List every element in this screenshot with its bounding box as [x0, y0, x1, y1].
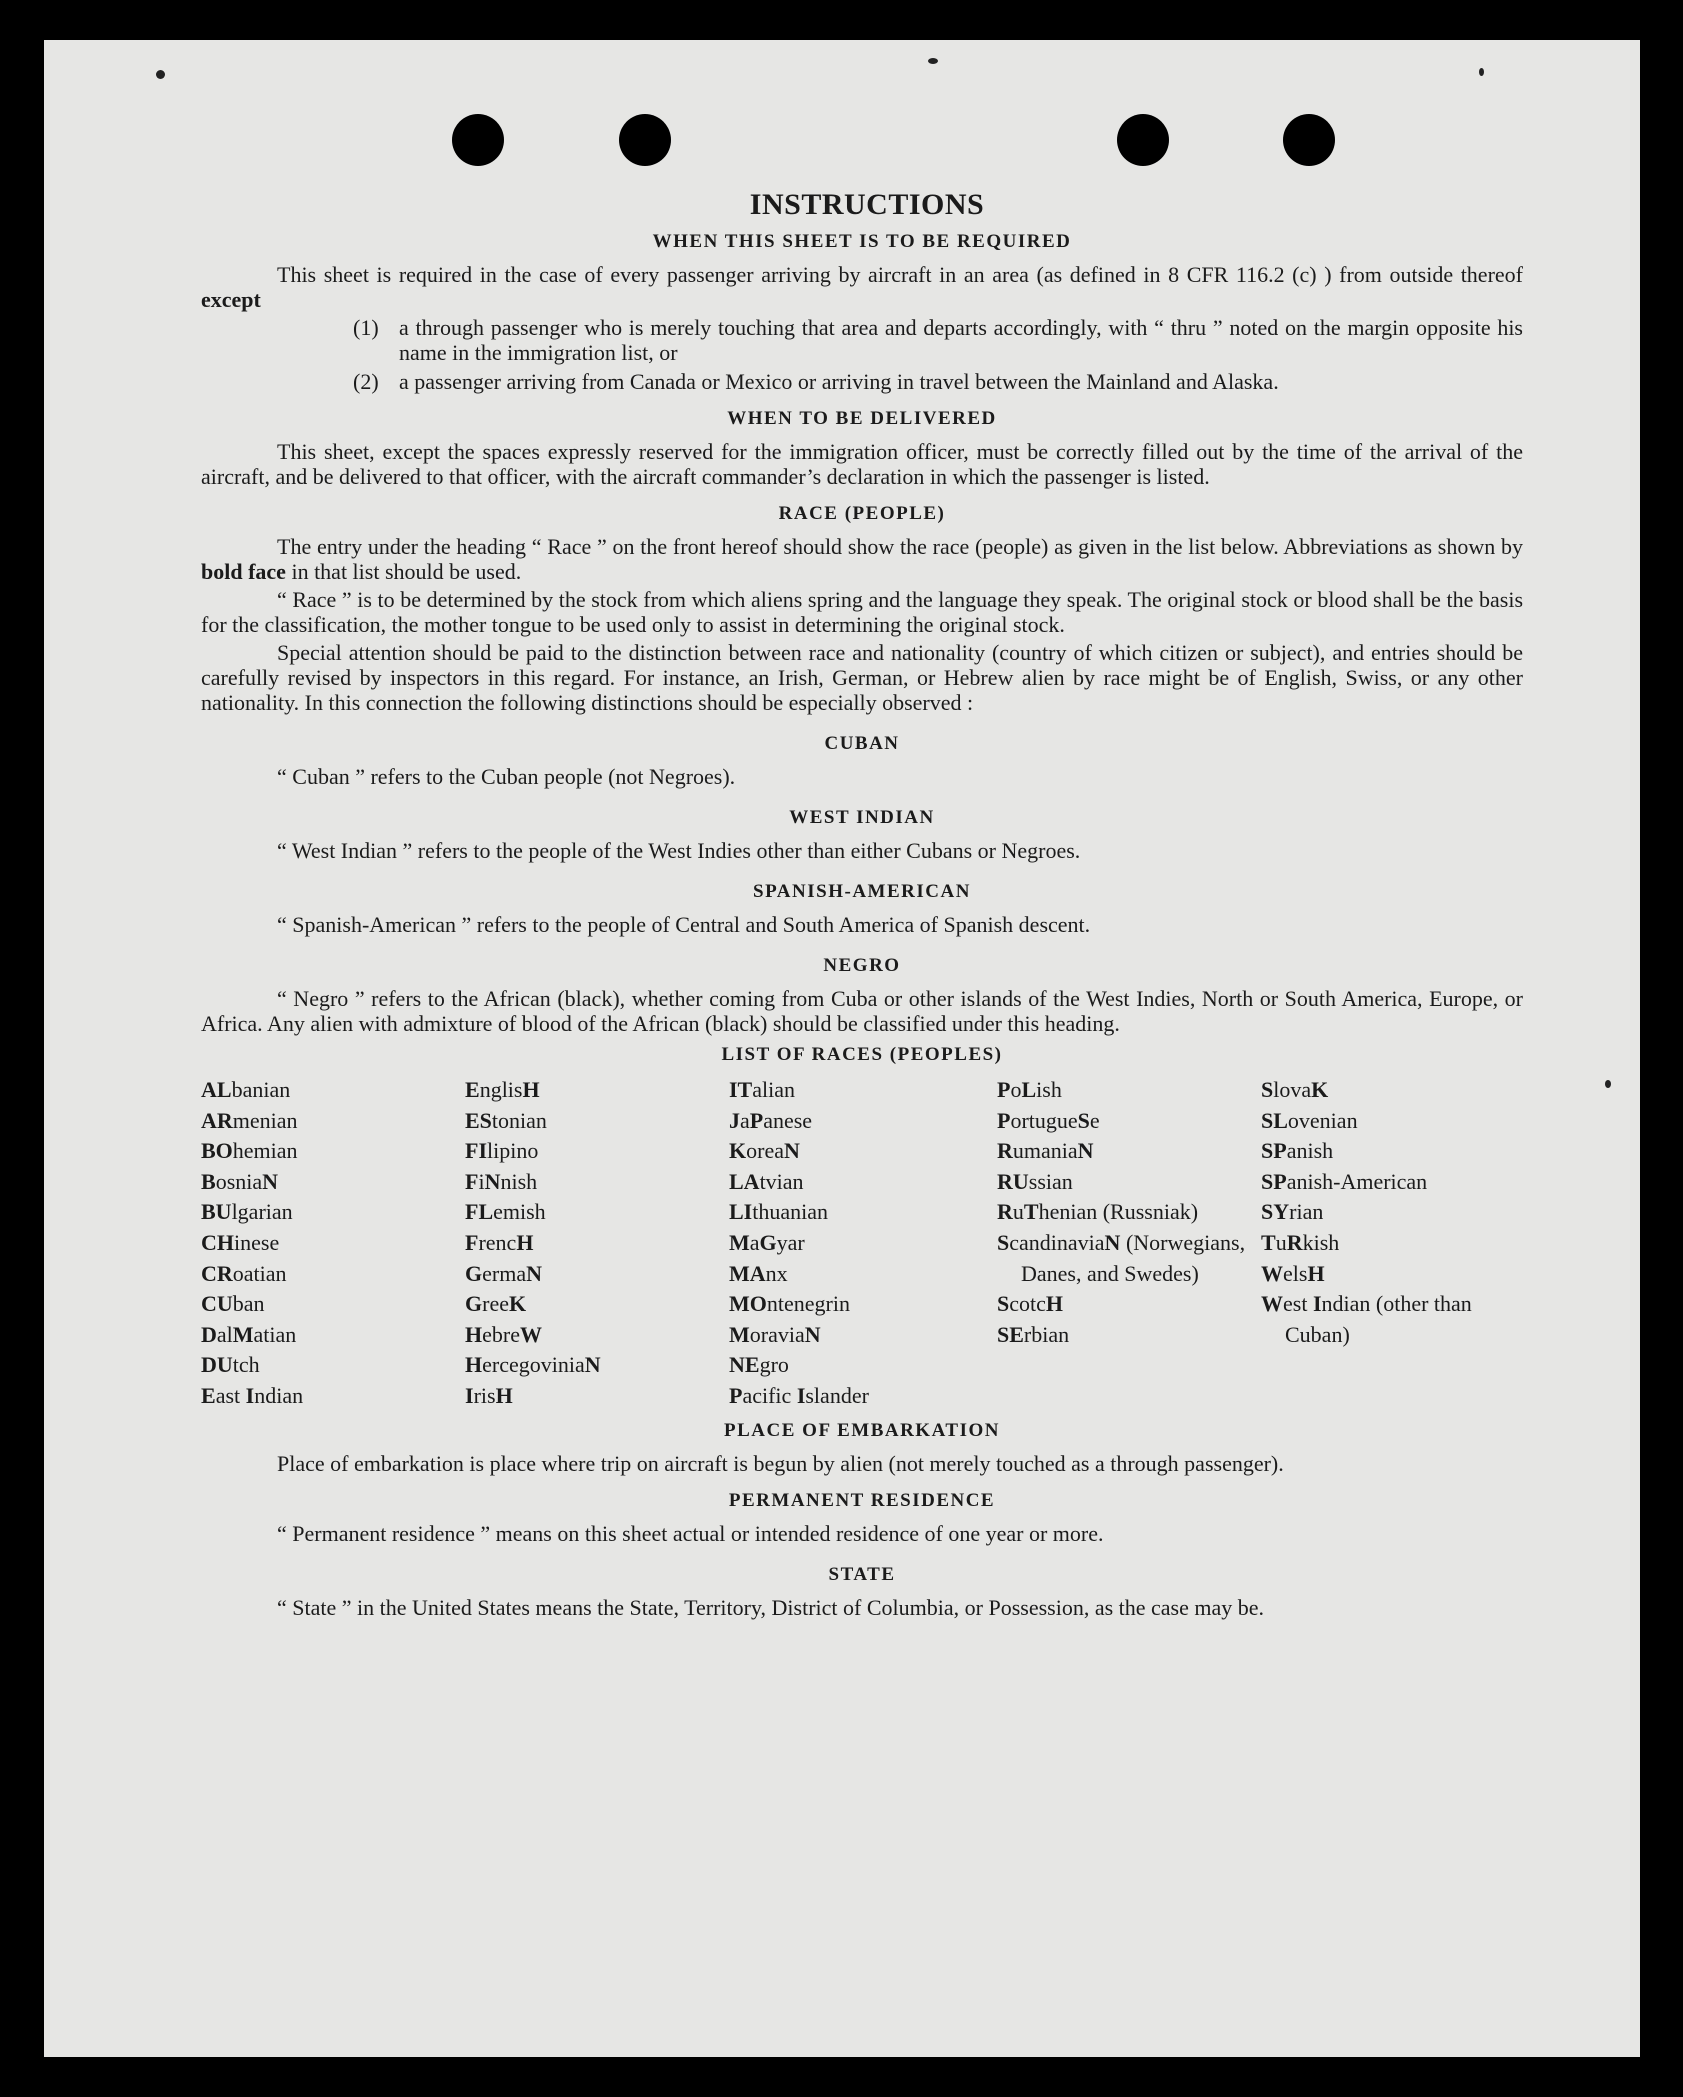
race-entry	[465, 1228, 729, 1259]
race-entry	[1261, 1289, 1523, 1350]
race-entry	[997, 1167, 1261, 1198]
race-abbrev-letters: FL	[465, 1199, 494, 1225]
race-abbrev-letters: SP	[1261, 1168, 1287, 1194]
race-name-part: u	[1012, 1199, 1024, 1225]
race-entry	[997, 1136, 1261, 1167]
race-name-part: al	[216, 1321, 233, 1347]
race-paragraph-1	[201, 534, 1523, 584]
scan-speck	[156, 70, 165, 79]
race-name-part: nx	[765, 1260, 788, 1286]
race-name-part: emish	[493, 1199, 546, 1225]
race-name-part: (Norwegians, Danes, and Swedes)	[1021, 1229, 1246, 1286]
race-name-part: lgarian	[231, 1199, 293, 1225]
race-name-part: erma	[482, 1260, 527, 1286]
race-entry	[465, 1381, 729, 1412]
race-entry	[1261, 1106, 1523, 1137]
race-entry	[729, 1075, 997, 1106]
item-number: (2)	[353, 369, 379, 394]
race-entry	[201, 1136, 465, 1167]
race-name-part: rian	[1289, 1199, 1324, 1225]
race-abbrev-letters: P	[749, 1107, 764, 1133]
race-abbrev-letters: R	[997, 1138, 1013, 1164]
race-abbrev-letters: I	[1312, 1291, 1322, 1317]
race-name-part: ndian	[254, 1382, 304, 1408]
race-abbrev-letters: I	[796, 1382, 806, 1408]
race-name-part: tvian	[759, 1168, 804, 1194]
race-abbrev-letters: M	[729, 1229, 750, 1255]
required-intro-text: This sheet is required in the case of every passenger arriving by aircraft in an area (as defined in 8 CFR 116.2 (c) ) from outside thereof	[277, 262, 1523, 287]
race-name-part: orea	[746, 1138, 784, 1164]
race-name-part: henian (Russniak)	[1038, 1199, 1199, 1225]
spanish-american-text: “ Spanish-American ” refers to the people of Central and South America of Spanish descent.	[277, 912, 1091, 937]
race-name-part: ntenegrin	[766, 1291, 850, 1317]
embarkation-text: Place of embarkation is place where trip on aircraft is begun by alien (not merely touched as a through passenger).	[277, 1450, 1284, 1476]
race-abbrev-letters: IT	[729, 1077, 753, 1102]
race-abbrev-letters: N	[1104, 1229, 1121, 1255]
race-name-part: thuanian	[752, 1199, 829, 1225]
instructions-text	[201, 188, 1523, 1623]
race-entry	[201, 1106, 465, 1137]
race-name-part: renc	[478, 1229, 517, 1255]
scan-speck	[928, 58, 938, 64]
race-name-part: candinavia	[1009, 1229, 1105, 1255]
race-entry	[1261, 1259, 1523, 1290]
scan-speck	[1479, 68, 1484, 76]
race-abbrev-letters: N	[1077, 1138, 1094, 1164]
race-entry	[729, 1136, 997, 1167]
race-abbrev-letters: J	[729, 1107, 740, 1133]
race-abbrev-letters: SY	[1261, 1199, 1290, 1225]
race-entry	[201, 1197, 465, 1228]
section-heading-residence: PERMANENT RESIDENCE	[728, 1489, 996, 1511]
race-entry	[201, 1289, 465, 1320]
race-entry	[997, 1106, 1261, 1137]
race-name-part: lipino	[487, 1138, 539, 1164]
race-abbrev-letters: T	[1023, 1199, 1039, 1225]
race-abbrev-letters: E	[465, 1077, 480, 1102]
race-name-part: ris	[473, 1382, 496, 1408]
race-name-part: ish	[1036, 1077, 1062, 1102]
race-abbrev-letters: M	[729, 1321, 750, 1347]
race-entry	[201, 1228, 465, 1259]
race-entry	[729, 1197, 997, 1228]
race-abbrev-letters: H	[465, 1321, 483, 1347]
race-abbrev-letters: F	[465, 1168, 479, 1194]
race-entry	[997, 1197, 1261, 1228]
race-name-part: alian	[752, 1077, 796, 1102]
race-abbrev-letters: H	[465, 1352, 483, 1378]
race-abbrev-letters: G	[465, 1260, 483, 1286]
race-name-part: acific	[742, 1382, 797, 1408]
race-entry	[201, 1320, 465, 1351]
list-item	[353, 315, 1523, 365]
race-abbrev-letters: P	[997, 1107, 1011, 1133]
race-name-part: rbian	[1023, 1321, 1070, 1347]
residence-text: “ Permanent residence ” means on this sheet actual or intended residence of one year or more.	[277, 1520, 1104, 1546]
section-heading-delivered: WHEN TO BE DELIVERED	[727, 408, 997, 429]
race-entry	[1261, 1136, 1523, 1167]
race-abbrev-letters: FI	[465, 1138, 487, 1164]
race-name-part: a	[749, 1229, 760, 1255]
race-abbrev-letters: MO	[729, 1291, 767, 1317]
race-name-part: anish-American	[1286, 1168, 1428, 1194]
race-abbrev-letters: NE	[729, 1352, 760, 1378]
race-abbrev-letters: D	[201, 1321, 217, 1347]
race-entry	[729, 1289, 997, 1320]
race-entry	[997, 1320, 1261, 1351]
race-entry	[1261, 1167, 1523, 1198]
race-entry	[729, 1320, 997, 1351]
section-heading-negro: NEGRO	[823, 955, 901, 976]
cuban-text: “ Cuban ” refers to the Cuban people (not Negroes).	[277, 764, 736, 789]
race-p1-start: The entry under the heading “ Race ” on the front hereof should show the race (people) as given in the list below. Abbreviations as shown by	[277, 534, 1523, 559]
race-abbrev-letters: H	[495, 1382, 513, 1408]
race-entry	[201, 1075, 465, 1106]
race-entry	[729, 1350, 997, 1381]
section-heading-race: RACE (PEOPLE)	[778, 503, 946, 524]
item-text: a passenger arriving from Canada or Mexico or arriving in travel between the Mainland and Alaska.	[399, 369, 1279, 394]
race-name-part: kish	[1302, 1229, 1340, 1255]
section-heading-embarkation: PLACE OF EMBARKATION	[724, 1419, 1000, 1441]
race-name-part: els	[1283, 1260, 1308, 1286]
race-abbrev-letters: W	[1261, 1260, 1283, 1286]
required-intro	[201, 262, 1523, 312]
race-entry	[201, 1381, 465, 1412]
section-heading-required: WHEN THIS SHEET IS TO BE REQUIRED	[652, 231, 1072, 252]
race-entry	[729, 1167, 997, 1198]
race-name-part: i	[478, 1168, 485, 1194]
race-entry	[729, 1228, 997, 1259]
state-text: “ State ” in the United States means the State, Territory, District of Columbia, or Possession, as the case may be.	[277, 1594, 1265, 1620]
race-name-part: ovenian	[1287, 1107, 1358, 1133]
race-abbrev-letters: I	[465, 1382, 474, 1408]
race-abbrev-letters: SE	[997, 1321, 1024, 1347]
section-heading-spanish-american: SPANISH-AMERICAN	[753, 881, 971, 902]
race-name-part: ree	[482, 1291, 509, 1317]
race-abbrev-letters: S	[1077, 1107, 1090, 1133]
race-p1-bold: bold face	[201, 559, 286, 584]
race-abbrev-letters: K	[729, 1138, 747, 1164]
race-name-part: oravia	[749, 1321, 805, 1347]
race-abbrev-letters: R	[997, 1199, 1013, 1225]
race-entry	[729, 1381, 997, 1412]
section-heading-state: STATE	[828, 1563, 896, 1585]
race-abbrev-letters: P	[729, 1382, 743, 1408]
race-abbrev-letters: H	[1045, 1291, 1064, 1317]
punch-hole	[619, 114, 671, 166]
race-abbrev-letters: H	[1307, 1260, 1325, 1286]
race-name-part: oatian	[232, 1260, 287, 1286]
race-name-part: umania	[1012, 1138, 1078, 1164]
race-abbrev-letters: N	[783, 1138, 800, 1164]
race-name-part: banian	[231, 1077, 291, 1102]
document-page	[44, 40, 1640, 2057]
race-name-part: anese	[763, 1107, 813, 1133]
race-name-part: osnia	[215, 1168, 263, 1194]
race-abbrev-letters: BU	[201, 1199, 232, 1225]
race-entry	[1261, 1197, 1523, 1228]
races-list	[201, 1075, 1523, 1412]
race-abbrev-letters: K	[1311, 1077, 1329, 1102]
race-name-part: u	[1275, 1229, 1287, 1255]
race-paragraph-2: “ Race ” is to be determined by the stock from which aliens spring and the language they speak. The original stock or blood shall be the basis for the classification, the mother tongue to be used only to assist in determining the original stock.	[201, 587, 1523, 637]
race-abbrev-letters: S	[1261, 1077, 1274, 1102]
punch-hole	[1117, 114, 1169, 166]
race-abbrev-letters: T	[1261, 1229, 1276, 1255]
race-entry	[465, 1106, 729, 1137]
punch-hole	[452, 114, 504, 166]
punch-hole	[1283, 114, 1335, 166]
race-abbrev-letters: BO	[201, 1138, 233, 1164]
race-abbrev-letters: SP	[1261, 1138, 1287, 1164]
required-intro-except: except	[201, 287, 261, 312]
race-name-part: yar	[776, 1229, 805, 1255]
section-heading-cuban: CUBAN	[824, 733, 900, 754]
race-name-part: anish	[1286, 1138, 1334, 1164]
races-column	[1261, 1075, 1523, 1412]
delivered-text: This sheet, except the spaces expressly reserved for the immigration officer, must be correctly filled out by the time of the arrival of the aircraft, and be delivered to that officer, with the aircraft commander’s declaration in which the passenger is listed.	[201, 439, 1523, 489]
races-column	[465, 1075, 729, 1412]
race-abbrev-letters: CU	[201, 1291, 233, 1317]
race-entry	[465, 1320, 729, 1351]
race-name-part: lova	[1273, 1077, 1312, 1102]
race-name-part: ban	[232, 1291, 265, 1317]
race-abbrev-letters: L	[1021, 1077, 1037, 1102]
race-abbrev-letters: N	[584, 1352, 601, 1378]
race-name-part: tonian	[491, 1107, 547, 1133]
race-name-part: ortugue	[1010, 1107, 1078, 1133]
race-name-part: ssian	[1028, 1168, 1073, 1194]
race-entry	[465, 1167, 729, 1198]
race-abbrev-letters: M	[232, 1321, 254, 1347]
races-column	[201, 1075, 465, 1412]
race-name-part: inese	[234, 1229, 280, 1255]
race-abbrev-letters: S	[997, 1229, 1010, 1255]
race-name-part: o	[1010, 1077, 1022, 1102]
race-abbrev-letters: AL	[201, 1077, 232, 1102]
race-name-part: ercegovinia	[482, 1352, 585, 1378]
race-name-part: e	[1089, 1107, 1100, 1133]
race-abbrev-letters: RU	[997, 1168, 1029, 1194]
race-paragraph-3: Special attention should be paid to the distinction between race and nationality (country of which citizen or subject), and entries should be carefully revised by inspectors in this regard. For instance, an Irish, German, or Hebrew alien by race might be of English, Swiss, or any other nationality. In this connection the following distinctions should be especially observed :	[201, 640, 1523, 715]
race-abbrev-letters: CR	[201, 1260, 233, 1286]
race-entry	[729, 1259, 997, 1290]
race-entry	[997, 1075, 1261, 1106]
race-p1-end: in that list should be used.	[291, 559, 522, 584]
race-name-part: ndian (other than Cuban)	[1285, 1291, 1472, 1347]
race-entry	[201, 1167, 465, 1198]
race-name-part: hemian	[232, 1138, 298, 1164]
race-abbrev-letters: N	[526, 1260, 542, 1286]
race-abbrev-letters: E	[201, 1382, 216, 1408]
races-column	[729, 1075, 997, 1412]
negro-text: “ Negro ” refers to the African (black), whether coming from Cuba or other islands of the West Indies, North or South America, Europe, or Africa. Any alien with admixture of blood of the African (black) should be classified under this heading.	[201, 986, 1523, 1036]
list-item	[353, 369, 1523, 394]
race-abbrev-letters: P	[997, 1077, 1011, 1102]
race-entry	[1261, 1228, 1523, 1259]
race-abbrev-letters: AR	[201, 1107, 233, 1133]
race-entry	[465, 1350, 729, 1381]
race-abbrev-letters: LA	[729, 1168, 760, 1194]
west-indian-text: “ West Indian ” refers to the people of the West Indies other than either Cubans or Negroes.	[277, 838, 1081, 863]
race-entry	[465, 1136, 729, 1167]
race-name-part: ebre	[482, 1321, 520, 1347]
race-abbrev-letters: R	[1286, 1229, 1303, 1255]
race-abbrev-letters: ES	[465, 1107, 492, 1133]
race-abbrev-letters: G	[465, 1291, 483, 1317]
page-title: INSTRUCTIONS	[749, 188, 985, 221]
race-entry	[465, 1075, 729, 1106]
race-abbrev-letters: B	[201, 1168, 216, 1194]
race-entry	[997, 1228, 1261, 1289]
race-name-part: est	[1283, 1291, 1313, 1317]
race-entry	[729, 1106, 997, 1137]
race-name-part: a	[740, 1107, 750, 1133]
race-name-part: nglis	[479, 1077, 523, 1102]
race-name-part: cotc	[1009, 1291, 1046, 1317]
race-abbrev-letters: S	[997, 1291, 1010, 1317]
section-heading-list-of-races: LIST OF RACES (PEOPLES)	[721, 1044, 1003, 1065]
race-abbrev-letters: N	[804, 1321, 821, 1347]
race-abbrev-letters: MA	[729, 1260, 766, 1286]
race-name-part: slander	[805, 1382, 869, 1408]
race-abbrev-letters: CH	[201, 1229, 234, 1255]
race-abbrev-letters: DU	[201, 1352, 233, 1378]
race-entry	[1261, 1075, 1523, 1106]
race-entry	[201, 1350, 465, 1381]
scan-speck	[1605, 1080, 1611, 1088]
race-abbrev-letters: W	[1261, 1291, 1283, 1317]
race-name-part: gro	[759, 1352, 789, 1378]
item-text: a through passenger who is merely touching that area and departs accordingly, with “ thru ” noted on the margin opposite his name in the immigration list, or	[399, 315, 1523, 365]
race-name-part: tch	[232, 1352, 260, 1378]
section-heading-west-indian: WEST INDIAN	[789, 807, 935, 828]
race-name-part: menian	[232, 1107, 298, 1133]
race-entry	[465, 1259, 729, 1290]
race-abbrev-letters: W	[519, 1321, 542, 1347]
race-entry	[465, 1289, 729, 1320]
race-entry	[465, 1197, 729, 1228]
race-abbrev-letters: K	[508, 1291, 527, 1317]
race-abbrev-letters: G	[759, 1229, 777, 1255]
race-entry	[997, 1289, 1261, 1320]
race-name-part: nish	[500, 1168, 538, 1194]
race-abbrev-letters: N	[262, 1168, 279, 1194]
race-name-part: ast	[215, 1382, 246, 1408]
race-name-part: atian	[253, 1321, 297, 1347]
race-abbrev-letters: SL	[1261, 1107, 1288, 1133]
race-abbrev-letters: N	[484, 1168, 501, 1194]
race-abbrev-letters: H	[516, 1229, 534, 1255]
races-column	[997, 1075, 1261, 1412]
race-abbrev-letters: I	[245, 1382, 255, 1408]
race-abbrev-letters: F	[465, 1229, 479, 1255]
race-entry	[201, 1259, 465, 1290]
race-abbrev-letters: LI	[729, 1199, 753, 1225]
race-abbrev-letters: H	[522, 1077, 540, 1102]
item-number: (1)	[353, 315, 379, 340]
